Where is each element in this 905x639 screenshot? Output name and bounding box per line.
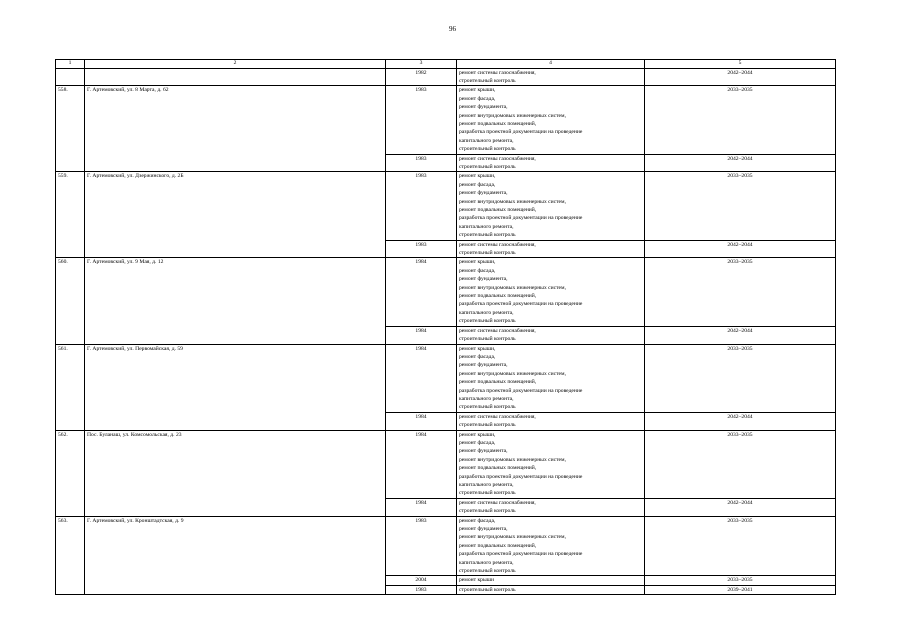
work-item: строительный контроль bbox=[459, 250, 516, 257]
works-cell bbox=[457, 576, 645, 585]
work-item: ремонт системы газоснабжения, bbox=[459, 241, 536, 248]
entry-number: 563. bbox=[56, 516, 85, 595]
work-item: ремонт фасада, bbox=[459, 181, 496, 188]
number-cell bbox=[56, 68, 85, 86]
work-item: ремонт системы газоснабжения, bbox=[459, 327, 536, 334]
work-item: ремонт внутридомовых инженерных систем, bbox=[459, 284, 566, 291]
works-cell bbox=[457, 344, 645, 412]
entry-number: 559. bbox=[56, 172, 85, 258]
work-item: капитального ремонта, bbox=[459, 309, 514, 316]
address-cell: Г. Артемовский, ул. Первомайская, д. 59 bbox=[85, 344, 386, 430]
work-item: ремонт внутридомовых инженерных систем, bbox=[459, 198, 566, 205]
table-body bbox=[56, 60, 836, 595]
work-item: разработка проектной документации на проведение bbox=[459, 551, 583, 558]
table-row bbox=[56, 86, 836, 154]
works-cell bbox=[457, 516, 645, 576]
year-cell: 2004 bbox=[386, 576, 457, 585]
period-cell: 2033–2035 bbox=[645, 576, 836, 585]
work-item: ремонт фасада, bbox=[459, 95, 496, 102]
year-cell: 1982 bbox=[386, 68, 457, 86]
period-cell: 2039–2041 bbox=[645, 585, 836, 594]
works-cell bbox=[457, 172, 645, 240]
work-item: ремонт подвальных помещений, bbox=[459, 542, 537, 549]
works-cell bbox=[457, 498, 645, 516]
work-item: ремонт внутридомовых инженерных систем, bbox=[459, 370, 566, 377]
works-cell bbox=[457, 68, 645, 86]
works-cell bbox=[457, 585, 645, 594]
work-item: строительный контроль bbox=[459, 508, 516, 515]
work-item: ремонт внутридомовых инженерных систем, bbox=[459, 534, 566, 541]
year-cell: 1984 bbox=[386, 344, 457, 412]
table-row bbox=[56, 258, 836, 326]
work-item: разработка проектной документации на проведение bbox=[459, 215, 583, 222]
work-item: ремонт фундамента, bbox=[459, 104, 508, 111]
work-item: ремонт крыши, bbox=[459, 431, 496, 438]
work-item: ремонт фундамента, bbox=[459, 276, 508, 283]
header-col-5: 5 bbox=[645, 60, 836, 69]
period-cell: 2042–2044 bbox=[645, 326, 836, 344]
work-item: строительный контроль bbox=[459, 163, 516, 170]
table-row bbox=[56, 344, 836, 412]
work-item: ремонт системы газоснабжения, bbox=[459, 155, 536, 162]
work-item: разработка проектной документации на проведение bbox=[459, 129, 583, 136]
work-item: строительный контроль bbox=[459, 77, 516, 84]
works-cell bbox=[457, 86, 645, 154]
entry-number: 558. bbox=[56, 86, 85, 172]
header-col-2: 2 bbox=[85, 60, 386, 69]
work-item: ремонт крыши, bbox=[459, 259, 496, 266]
year-cell: 1983 bbox=[386, 585, 457, 594]
works-cell bbox=[457, 430, 645, 498]
header-col-1: 1 bbox=[56, 60, 85, 69]
work-item: разработка проектной документации на проведение bbox=[459, 387, 583, 394]
work-item: ремонт крыши bbox=[459, 577, 495, 584]
work-item: ремонт фундамента, bbox=[459, 362, 508, 369]
works-cell bbox=[457, 412, 645, 430]
work-item: ремонт фасада, bbox=[459, 353, 496, 360]
period-cell: 2033–2035 bbox=[645, 430, 836, 498]
work-item: ремонт фасада, bbox=[459, 517, 496, 524]
work-item: ремонт подвальных помещений, bbox=[459, 207, 537, 213]
work-item: ремонт подвальных помещений, bbox=[459, 120, 537, 127]
address-cell: Г. Артемовский, ул. 8 Марта, д. 62 bbox=[85, 86, 386, 172]
period-cell: 2042–2044 bbox=[645, 240, 836, 258]
work-item: строительный контроль bbox=[459, 146, 516, 153]
year-cell: 1984 bbox=[386, 258, 457, 326]
period-cell: 2033–2035 bbox=[645, 86, 836, 154]
work-item: капитального ремонта, bbox=[459, 223, 514, 230]
table-row bbox=[56, 430, 836, 498]
work-item: строительный контроль bbox=[459, 568, 516, 575]
year-cell: 1983 bbox=[386, 516, 457, 576]
work-item: капитального ремонта, bbox=[459, 395, 514, 402]
address-cell: Г. Артемовский, ул. Кронштадтская, д. 9 bbox=[85, 516, 386, 595]
work-item: ремонт фундамента, bbox=[459, 526, 508, 533]
work-item: капитального ремонта, bbox=[459, 559, 514, 566]
address-cell bbox=[85, 68, 386, 86]
work-item: ремонт системы газоснабжения, bbox=[459, 413, 536, 420]
work-item: ремонт внутридомовых инженерных систем, bbox=[459, 456, 566, 463]
repair-schedule-table bbox=[55, 59, 836, 595]
address-cell: Пос. Буланаш, ул. Комсомольская, д. 23 bbox=[85, 430, 386, 516]
year-cell: 1983 bbox=[386, 86, 457, 154]
work-item: строительный контроль bbox=[459, 404, 516, 411]
period-cell: 2042–2044 bbox=[645, 68, 836, 86]
work-item: строительный контроль bbox=[459, 586, 516, 593]
year-cell: 1984 bbox=[386, 412, 457, 430]
period-cell: 2033–2035 bbox=[645, 172, 836, 240]
work-item: строительный контроль bbox=[459, 318, 516, 325]
works-cell bbox=[457, 240, 645, 258]
work-item: ремонт фасада, bbox=[459, 439, 496, 446]
entry-number: 561. bbox=[56, 344, 85, 430]
year-cell: 1983 bbox=[386, 240, 457, 258]
period-cell: 2042–2044 bbox=[645, 154, 836, 172]
year-cell: 1983 bbox=[386, 154, 457, 172]
year-cell: 1984 bbox=[386, 430, 457, 498]
work-item: ремонт фундамента, bbox=[459, 190, 508, 197]
address-cell: Г. Артемовский, ул. 9 Мая, д. 12 bbox=[85, 258, 386, 344]
work-item: капитального ремонта, bbox=[459, 137, 514, 144]
work-item: строительный контроль bbox=[459, 422, 516, 429]
work-item: строительный контроль bbox=[459, 232, 516, 239]
work-item: ремонт крыши, bbox=[459, 345, 496, 352]
work-item: ремонт подвальных помещений, bbox=[459, 379, 537, 386]
year-cell: 1984 bbox=[386, 498, 457, 516]
year-cell: 1984 bbox=[386, 326, 457, 344]
entry-number: 560. bbox=[56, 258, 85, 344]
works-cell bbox=[457, 154, 645, 172]
header-col-4: 4 bbox=[457, 60, 645, 69]
work-item: капитального ремонта, bbox=[459, 482, 514, 488]
continuation-row bbox=[56, 68, 836, 86]
period-cell: 2033–2035 bbox=[645, 516, 836, 576]
period-cell: 2042–2044 bbox=[645, 412, 836, 430]
table-row bbox=[56, 516, 836, 576]
work-item: ремонт системы газоснабжения, bbox=[459, 69, 536, 76]
work-item: ремонт фундамента, bbox=[459, 448, 508, 455]
table-row bbox=[56, 172, 836, 240]
work-item: ремонт внутридомовых инженерных систем, bbox=[459, 112, 566, 119]
works-cell bbox=[457, 258, 645, 326]
work-item: ремонт крыши, bbox=[459, 173, 496, 180]
work-item: разработка проектной документации на проведение bbox=[459, 473, 583, 480]
entry-number: 562. bbox=[56, 430, 85, 516]
work-item: строительный контроль bbox=[459, 336, 516, 343]
work-item: ремонт крыши, bbox=[459, 87, 496, 94]
period-cell: 2033–2035 bbox=[645, 258, 836, 326]
period-cell: 2042–2044 bbox=[645, 498, 836, 516]
address-cell: Г. Артемовский, ул. Дзержинского, д. 2Б bbox=[85, 172, 386, 258]
work-item: разработка проектной документации на проведение bbox=[459, 301, 583, 308]
header-row bbox=[56, 60, 836, 69]
header-col-3: 3 bbox=[386, 60, 457, 69]
work-item: ремонт подвальных помещений, bbox=[459, 465, 537, 472]
works-cell bbox=[457, 326, 645, 344]
work-item: строительный контроль bbox=[459, 490, 516, 497]
page-number: 96 bbox=[449, 25, 456, 33]
work-item: ремонт подвальных помещений, bbox=[459, 293, 537, 300]
work-item: ремонт системы газоснабжения, bbox=[459, 499, 536, 506]
year-cell: 1983 bbox=[386, 172, 457, 240]
work-item: ремонт фасада, bbox=[459, 267, 496, 274]
period-cell: 2033–2035 bbox=[645, 344, 836, 412]
